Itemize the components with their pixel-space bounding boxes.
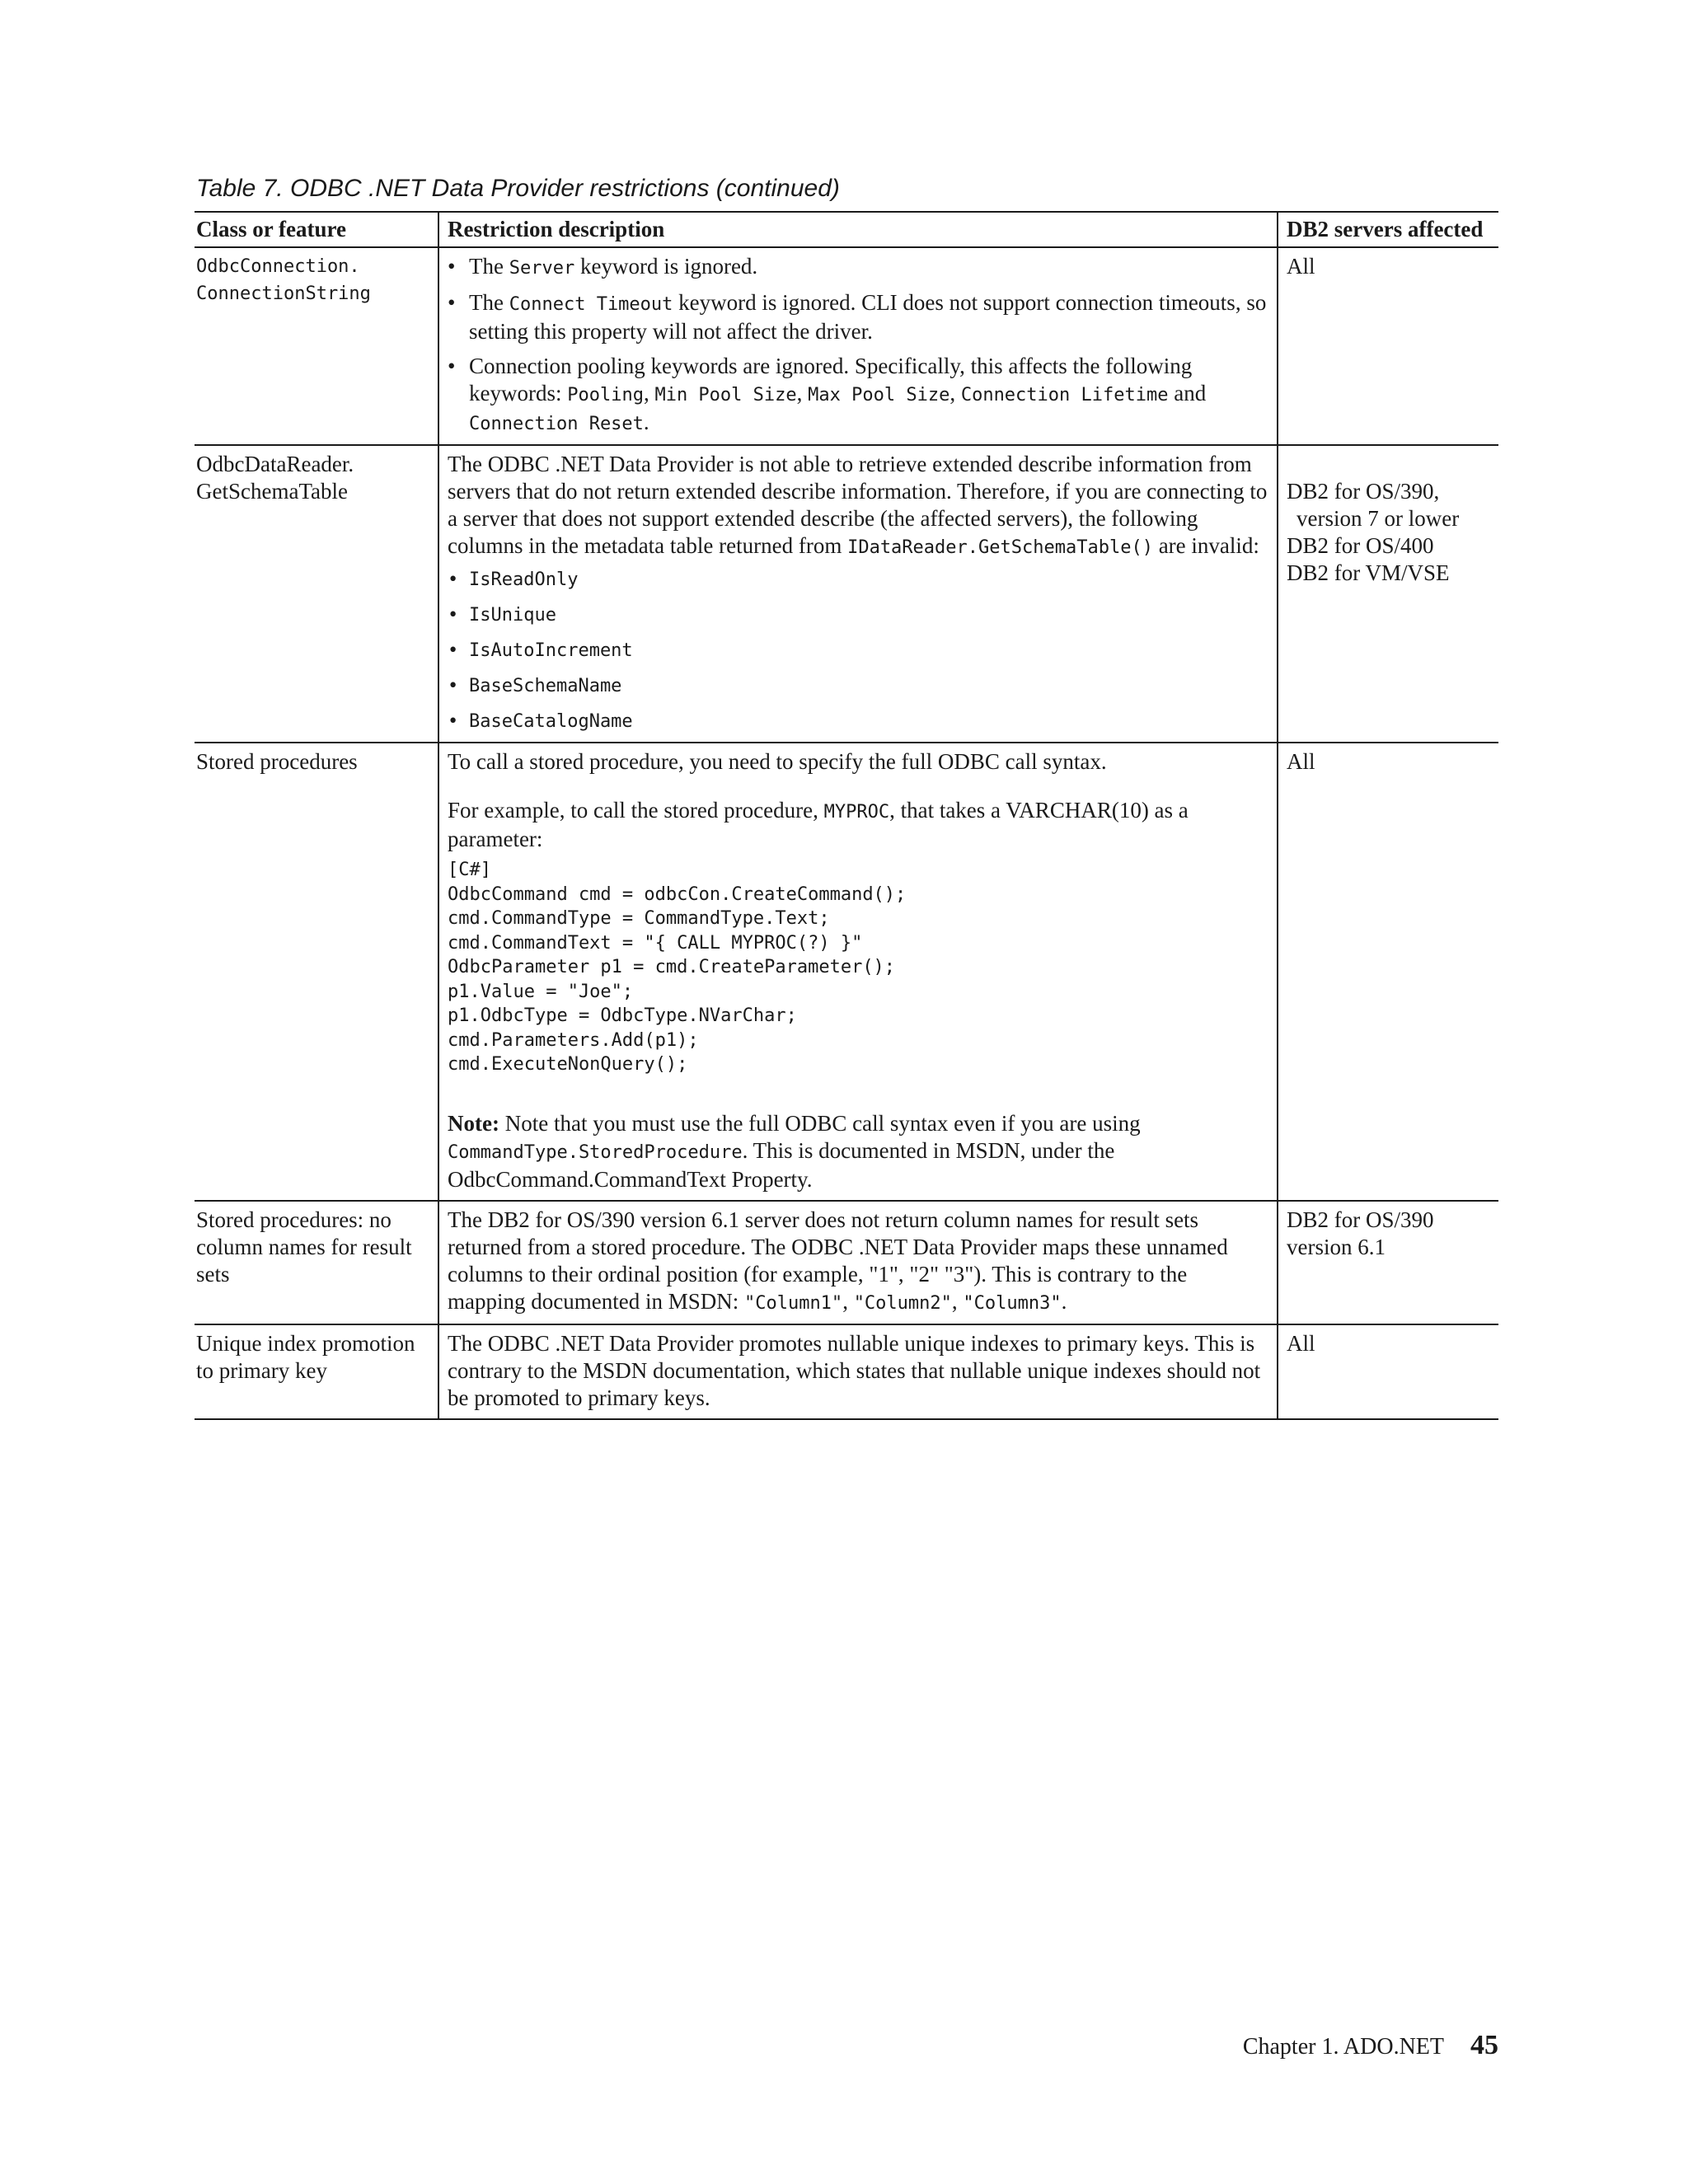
list-item: • IsAutoIncrement (448, 637, 1268, 664)
description-paragraph: For example, to call the stored procedure, MYPROC, that takes a VARCHAR(10) as a parameter: (448, 798, 1189, 851)
description-cell (438, 445, 1278, 743)
page-footer (1243, 2031, 1498, 2062)
class-cell: Unique index promotion to primary key (195, 1324, 438, 1419)
list-item: • The Server keyword is ignored. (448, 253, 1268, 282)
chapter-title: Chapter 1. ADO.NET (1242, 2034, 1444, 2060)
description-cell (438, 247, 1278, 445)
column-list (448, 566, 1268, 735)
header-class-or-feature: Class or feature (195, 212, 438, 247)
list-item: • The Connect Timeout keyword is ignored. CLI does not support connection timeouts, so setting this property will not affect the driver. (448, 289, 1268, 345)
list-item: • IsReadOnly (448, 566, 1268, 593)
servers-cell: All (1278, 1324, 1498, 1419)
table-row (195, 743, 1498, 1201)
note-paragraph: Note: Note that you must use the full ODBC call syntax even if you are using CommandType.StoredProcedure. This is documented in MSDN, under the OdbcCommand.CommandText Property. (448, 1110, 1141, 1192)
class-name-line: GetSchemaTable (196, 479, 349, 504)
list-item: • BaseSchemaName (448, 673, 1268, 700)
page-number: 45 (1470, 2030, 1498, 2060)
class-cell: Stored procedures: no column names for result sets (195, 1201, 438, 1324)
description-cell: The ODBC .NET Data Provider promotes nullable unique indexes to primary keys. This is contrary to the MSDN documentation, which states that nullable unique indexes should not be promoted to primary keys. (438, 1324, 1278, 1419)
server-line: DB2 for OS/390 (1287, 1207, 1434, 1232)
list-item: • IsUnique (448, 602, 1268, 629)
header-restriction-description: Restriction description (438, 212, 1278, 247)
description-paragraph: To call a stored procedure, you need to specify the full ODBC call syntax. (448, 749, 1107, 774)
class-cell (195, 445, 438, 743)
server-line: DB2 for VM/VSE (1287, 560, 1450, 585)
server-line: version 6.1 (1287, 1234, 1386, 1259)
table-header-row (195, 212, 1498, 247)
list-item: • BaseCatalogName (448, 708, 1268, 735)
servers-cell: All (1278, 743, 1498, 1201)
servers-cell: All (1278, 247, 1498, 445)
list-item: • Connection pooling keywords are ignored. Specifically, this affects the following keywords: Pooling, Min Pool Size, Max Pool Size, Connection Lifetime and Connection Reset. (448, 353, 1268, 438)
server-line: version 7 or lower (1296, 506, 1460, 531)
table-row (195, 247, 1498, 445)
class-name-line: OdbcConnection. (196, 256, 360, 277)
description-cell (438, 743, 1278, 1201)
servers-cell (1278, 1201, 1498, 1324)
server-line: DB2 for OS/400 (1287, 533, 1434, 558)
table-row (195, 445, 1498, 743)
restrictions-table (195, 211, 1498, 1420)
table-row (195, 1201, 1498, 1324)
class-name-line: ConnectionString (196, 284, 371, 304)
header-db2-servers: DB2 servers affected (1278, 212, 1498, 247)
class-cell (195, 247, 438, 445)
table-caption: Table 7. ODBC .NET Data Provider restrictions (continued) (196, 175, 840, 202)
class-name-line: OdbcDataReader. (196, 452, 354, 476)
bullet-list (448, 253, 1268, 438)
table-row (195, 1324, 1498, 1419)
servers-cell (1278, 445, 1498, 743)
description-paragraph: The ODBC .NET Data Provider is not able to retrieve extended describe information from servers that do not return extended describe information. Therefore, if you are connecting to a server that does not support extended describe (the affected servers), the following columns in the metadata table returned from IDataReader.GetSchemaTable() are invalid: (448, 452, 1268, 558)
page-content (195, 173, 1498, 1420)
code-sample: [C#] OdbcCommand cmd = odbcCon.CreateCommand(); cmd.CommandType = CommandType.Text; cmd.CommandText = "{ CALL MYPROC(?) }" OdbcParameter p1 = cmd.CreateParameter(); p1.Value = "Joe"; p1.OdbcType = OdbcType.NVarChar; cmd.Parameters.Add(p1); cmd.ExecuteNonQuery(); (448, 860, 907, 1075)
server-line: DB2 for OS/390, (1287, 479, 1440, 504)
class-cell: Stored procedures (195, 743, 438, 1201)
description-cell: The DB2 for OS/390 version 6.1 server does not return column names for result sets returned from a stored procedure. The ODBC .NET Data Provider maps these unnamed columns to their ordinal position (for example, "1", "2" "3"). This is contrary to the mapping documented in MSDN: "Column1", "Column2", "Column3". (438, 1201, 1278, 1324)
